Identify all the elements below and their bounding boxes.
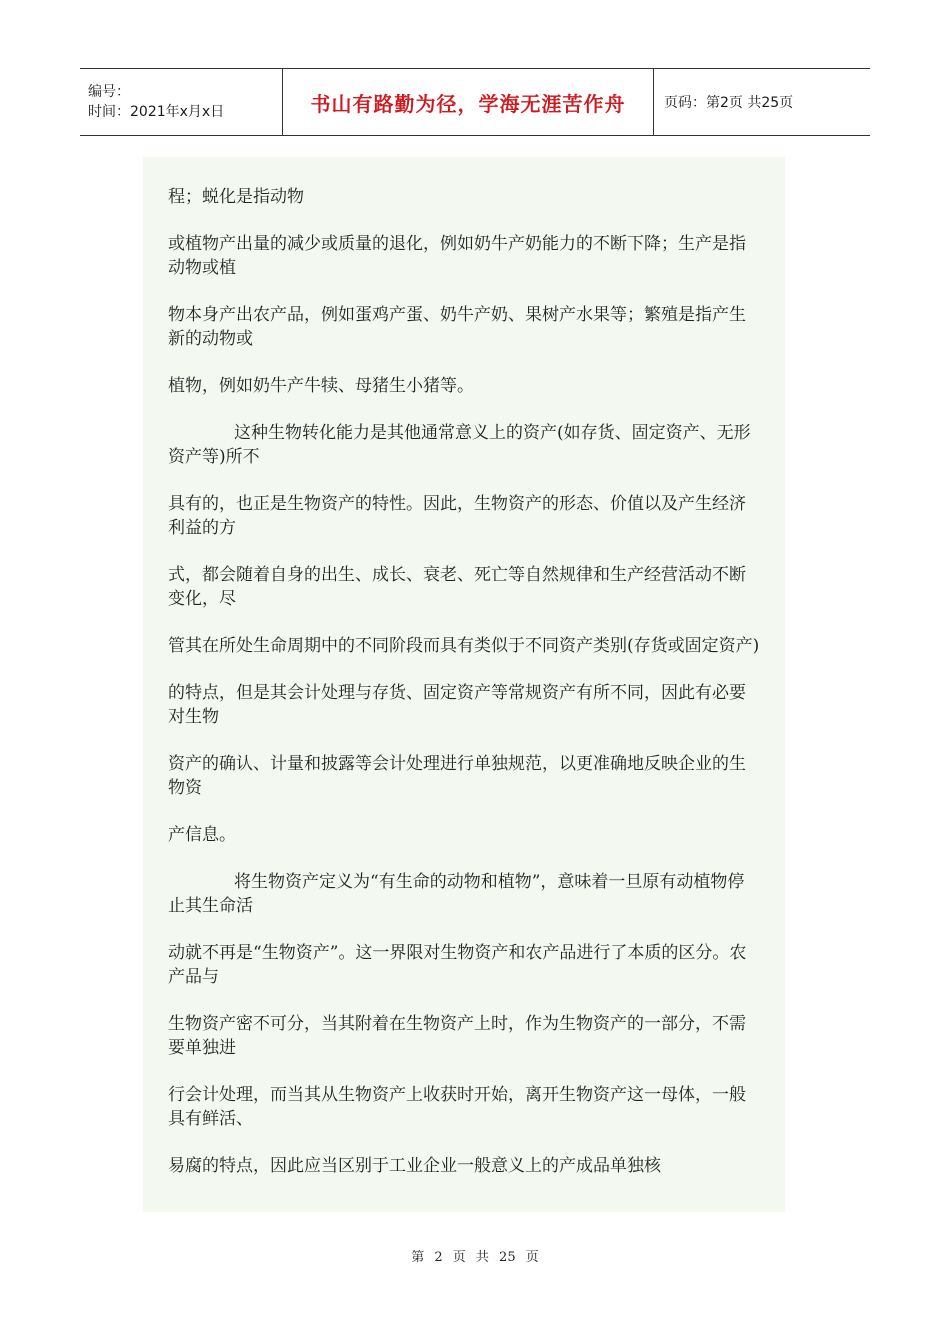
paragraph: 这种生物转化能力是其他通常意义上的资产(如存货、固定资产、无形资产等)所不 [168, 423, 751, 467]
motto-text: 书山有路勤为径，学海无涯苦作舟 [310, 91, 626, 116]
paragraph: 生物资产密不可分，当其附着在生物资产上时，作为生物资产的一部分，不需要单独进 [168, 1014, 746, 1058]
paragraph: 程；蜕化是指动物 [168, 187, 304, 207]
paragraph: 具有的，也正是生物资产的特性。因此，生物资产的形态、价值以及产生经济利益的方 [168, 494, 746, 538]
paragraph: 易腐的特点，因此应当区别于工业企业一般意义上的产成品单独核 [168, 1156, 661, 1176]
header-page-cell [654, 69, 870, 135]
paragraph: 产信息。 [168, 825, 236, 845]
paragraph: 的特点，但是其会计处理与存货、固定资产等常规资产有所不同，因此有必要对生物 [168, 683, 746, 727]
header-meta [80, 69, 282, 135]
paragraph: 物本身产出农产品，例如蛋鸡产蛋、奶牛产奶、果树产水果等；繁殖是指产生新的动物或 [168, 305, 746, 349]
paragraph: 式，都会随着自身的出生、成长、衰老、死亡等自然规律和生产经营活动不断变化，尽 [168, 565, 746, 609]
header-motto-cell [282, 69, 654, 135]
paragraph: 管其在所处生命周期中的不同阶段而具有类似于不同资产类别(存货或固定资产) [168, 636, 760, 656]
paragraph: 植物，例如奶牛产牛犊、母猪生小猪等。 [168, 376, 474, 396]
paragraph: 或植物产出量的减少或质量的退化，例如奶牛产奶能力的不断下降；生产是指动物或植 [168, 234, 746, 278]
page-footer: 第 2 页 共 25 页 [411, 1250, 539, 1265]
date-label: 时间：2021年x月x日 [88, 104, 225, 120]
paragraph: 行会计处理，而当其从生物资产上收获时开始，离开生物资产这一母体，一般具有鲜活、 [168, 1085, 746, 1129]
document-body [143, 157, 785, 1212]
paragraph: 动就不再是“生物资产”。这一界限对生物资产和农产品进行了本质的区分。农产品与 [168, 943, 747, 987]
paragraph: 将生物资产定义为“有生命的动物和植物”，意味着一旦原有动植物停止其生命活 [168, 872, 745, 916]
page-header [80, 68, 870, 136]
header-page-info: 页码：第2页 共25页 [664, 95, 794, 111]
paragraph: 资产的确认、计量和披露等会计处理进行单独规范，以更准确地反映企业的生物资 [168, 754, 746, 798]
serial-number-label: 编号： [88, 84, 130, 100]
